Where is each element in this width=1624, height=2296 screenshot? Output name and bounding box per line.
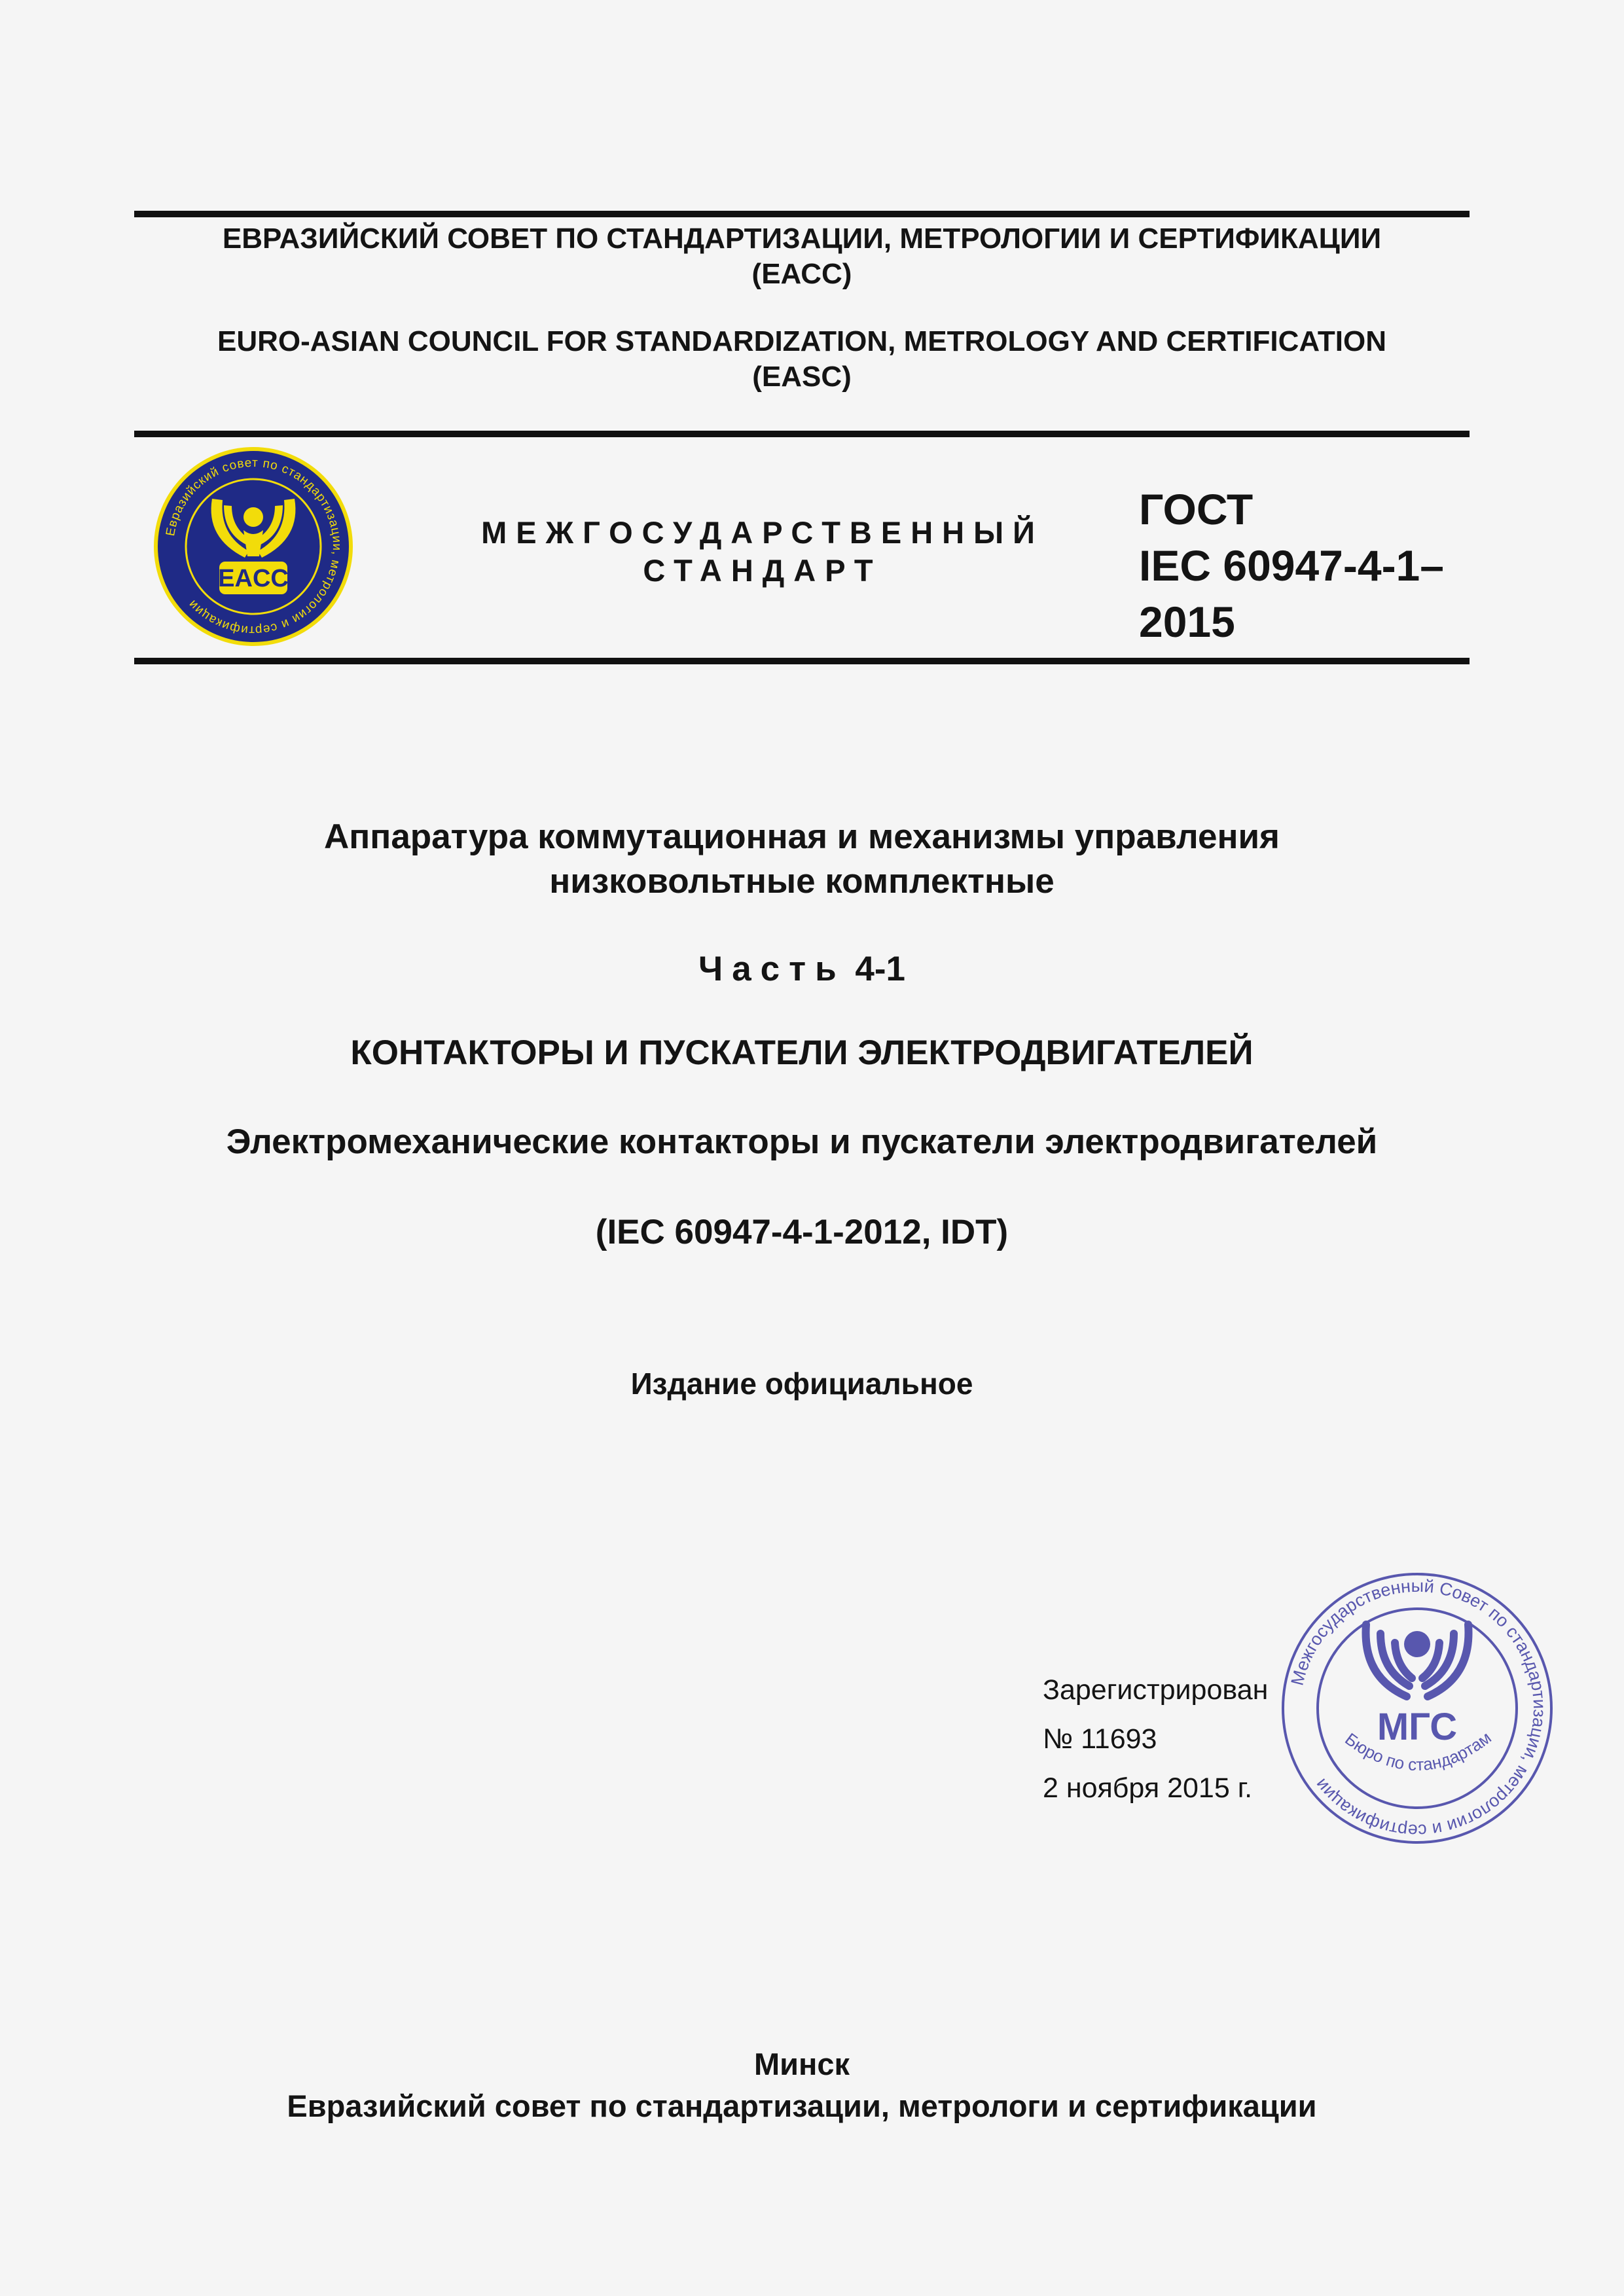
eacc-logo [152,445,355,648]
council-ru-name: ЕВРАЗИЙСКИЙ СОВЕТ ПО СТАНДАРТИЗАЦИИ, МЕТРОЛОГИИ И СЕРТИФИКАЦИИ [222,223,1382,255]
lower-rule [134,658,1470,664]
gost-line3: 2015 [1139,598,1235,646]
eacc-ring-text: Евразийский совет по стандартизации, метрологии и сертификации [164,456,344,637]
edition-note: Издание официальное [630,1367,973,1401]
gost-line2: IEC 60947-4-1– [1139,541,1444,590]
registration-block [1043,1666,1268,1813]
top-rule [134,211,1470,217]
footer-publisher: Евразийский совет по стандартизации, метрологи и сертификации [287,2089,1317,2123]
middle-rule [134,431,1470,437]
council-ru-abbr: (ЕАСС) [751,258,852,290]
council-en-name: EURO-ASIAN COUNCIL FOR STANDARDIZATION, METROLOGY AND CERTIFICATION [217,325,1387,357]
gost-line1: ГОСТ [1139,485,1254,533]
iec-reference: (IEC 60947-4-1-2012, IDT) [595,1213,1009,1251]
footer [134,2043,1470,2127]
stamp-ring-text: Межгосударственный Совет по стандартизации, метрологии и сертификации [1287,1575,1550,1841]
registration-number: № 11693 [1043,1723,1157,1755]
part-word: Часть [698,950,846,988]
registration-date: 2 ноября 2015 г. [1043,1772,1253,1804]
gost-designation [1139,481,1479,650]
council-ru-header [134,221,1470,292]
council-en-abbr: (EASC) [752,361,852,393]
subtitle: Электромеханические контакторы и пускатели электродвигателей [226,1122,1378,1161]
eacc-logo-label: EACC [218,565,289,592]
stamp-label: МГС [1377,1706,1458,1748]
title-line2: низковольтные комплектные [549,862,1055,901]
part-number: 4-1 [855,950,906,988]
registration-label: Зарегистрирован [1043,1674,1269,1706]
mgs-stamp [1280,1571,1555,1846]
footer-city: Минск [753,2047,850,2081]
stamp-inner-text: Бюро по стандартам [1341,1727,1495,1775]
part-heading [134,948,1470,991]
council-en-header [134,324,1470,395]
document-title [134,815,1470,904]
standard-kind-line2: СТАНДАРТ [643,553,882,588]
title-line1: Аппаратура коммутационная и механизмы управления [324,817,1280,856]
main-title: КОНТАКТОРЫ И ПУСКАТЕЛИ ЭЛЕКТРОДВИГАТЕЛЕЙ [350,1033,1254,1072]
standard-kind-line1: МЕЖГОСУДАРСТВЕННЫЙ [481,515,1044,550]
standard-kind [458,514,1067,590]
